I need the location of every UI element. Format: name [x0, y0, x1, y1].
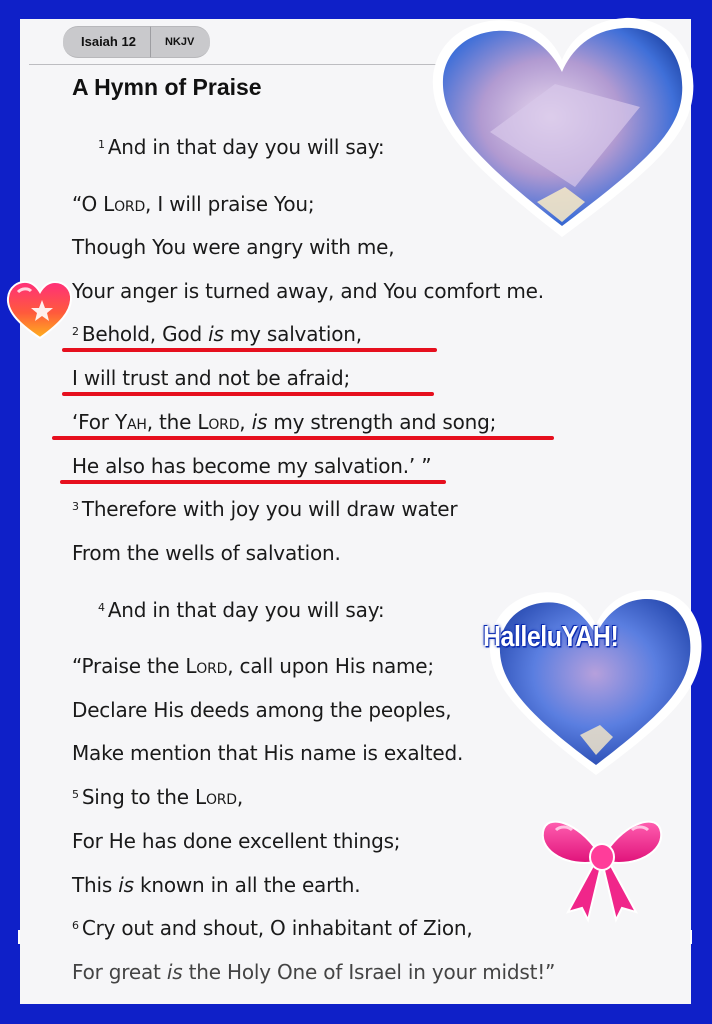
verse-line: $^6$ Cry out and shout, O inhabitant of Zion,: [72, 916, 473, 940]
verse-line: Declare His deeds among the peoples,: [72, 698, 452, 722]
highlighted-verse-line: $^2$ Behold, God is my salvation,: [72, 322, 362, 346]
verse-line: For great is the Holy One of Israel in your midst!”: [72, 960, 556, 984]
highlighted-verse-line: He also has become my salvation.’ ”: [72, 454, 432, 478]
verse-line: Though You were angry with me,: [72, 235, 395, 259]
verse-line: “Praise the Lord, call upon His name;: [72, 654, 434, 678]
heart-sticker-icon: [425, 12, 700, 244]
verse-number: 4: [98, 601, 105, 614]
highlighted-verse-line: I will trust and not be afraid;: [72, 366, 351, 390]
frame-mark: [18, 930, 20, 944]
verse-number: 5: [72, 788, 79, 801]
verse-number: 1: [98, 138, 105, 151]
halleluyah-caption: HalleluYAH!: [483, 620, 619, 654]
section-heading: A Hymn of Praise: [72, 74, 262, 100]
version-selector-button[interactable]: NKJV: [151, 26, 210, 58]
chapter-selector-button[interactable]: Isaiah 12: [63, 26, 151, 58]
verse-line: $^3$ Therefore with joy you will draw water: [72, 497, 458, 521]
verse-number: 6: [72, 919, 79, 932]
verse-line: Make mention that His name is exalted.: [72, 741, 464, 765]
frame-mark: [690, 930, 692, 944]
header-divider: [29, 64, 439, 65]
verse-line: “O Lord, I will praise You;: [72, 192, 315, 216]
highlighted-verse-line: ‘For Yah, the Lord, is my strength and song;: [72, 410, 497, 434]
verse-line: This is known in all the earth.: [72, 873, 361, 897]
pink-bow-icon: [538, 812, 666, 924]
verse-line: $^5$ Sing to the Lord,: [72, 785, 244, 809]
red-underline: [62, 392, 434, 396]
red-underline: [60, 480, 446, 484]
red-underline: [52, 436, 554, 440]
red-underline: [62, 348, 437, 352]
verse-number: 2: [72, 325, 79, 338]
halleluyah-heart-icon: [485, 585, 707, 780]
verse-line: From the wells of salvation.: [72, 541, 341, 565]
sparkle-heart-icon: [4, 278, 76, 342]
verse-number: 3: [72, 500, 79, 513]
verse-line: $^4$ And in that day you will say:: [98, 598, 385, 622]
verse-line: For He has done excellent things;: [72, 829, 401, 853]
reference-bar: [63, 26, 210, 58]
verse-line: $^1$ And in that day you will say:: [98, 135, 385, 159]
verse-line: Your anger is turned away, and You comfort me.: [72, 279, 544, 303]
